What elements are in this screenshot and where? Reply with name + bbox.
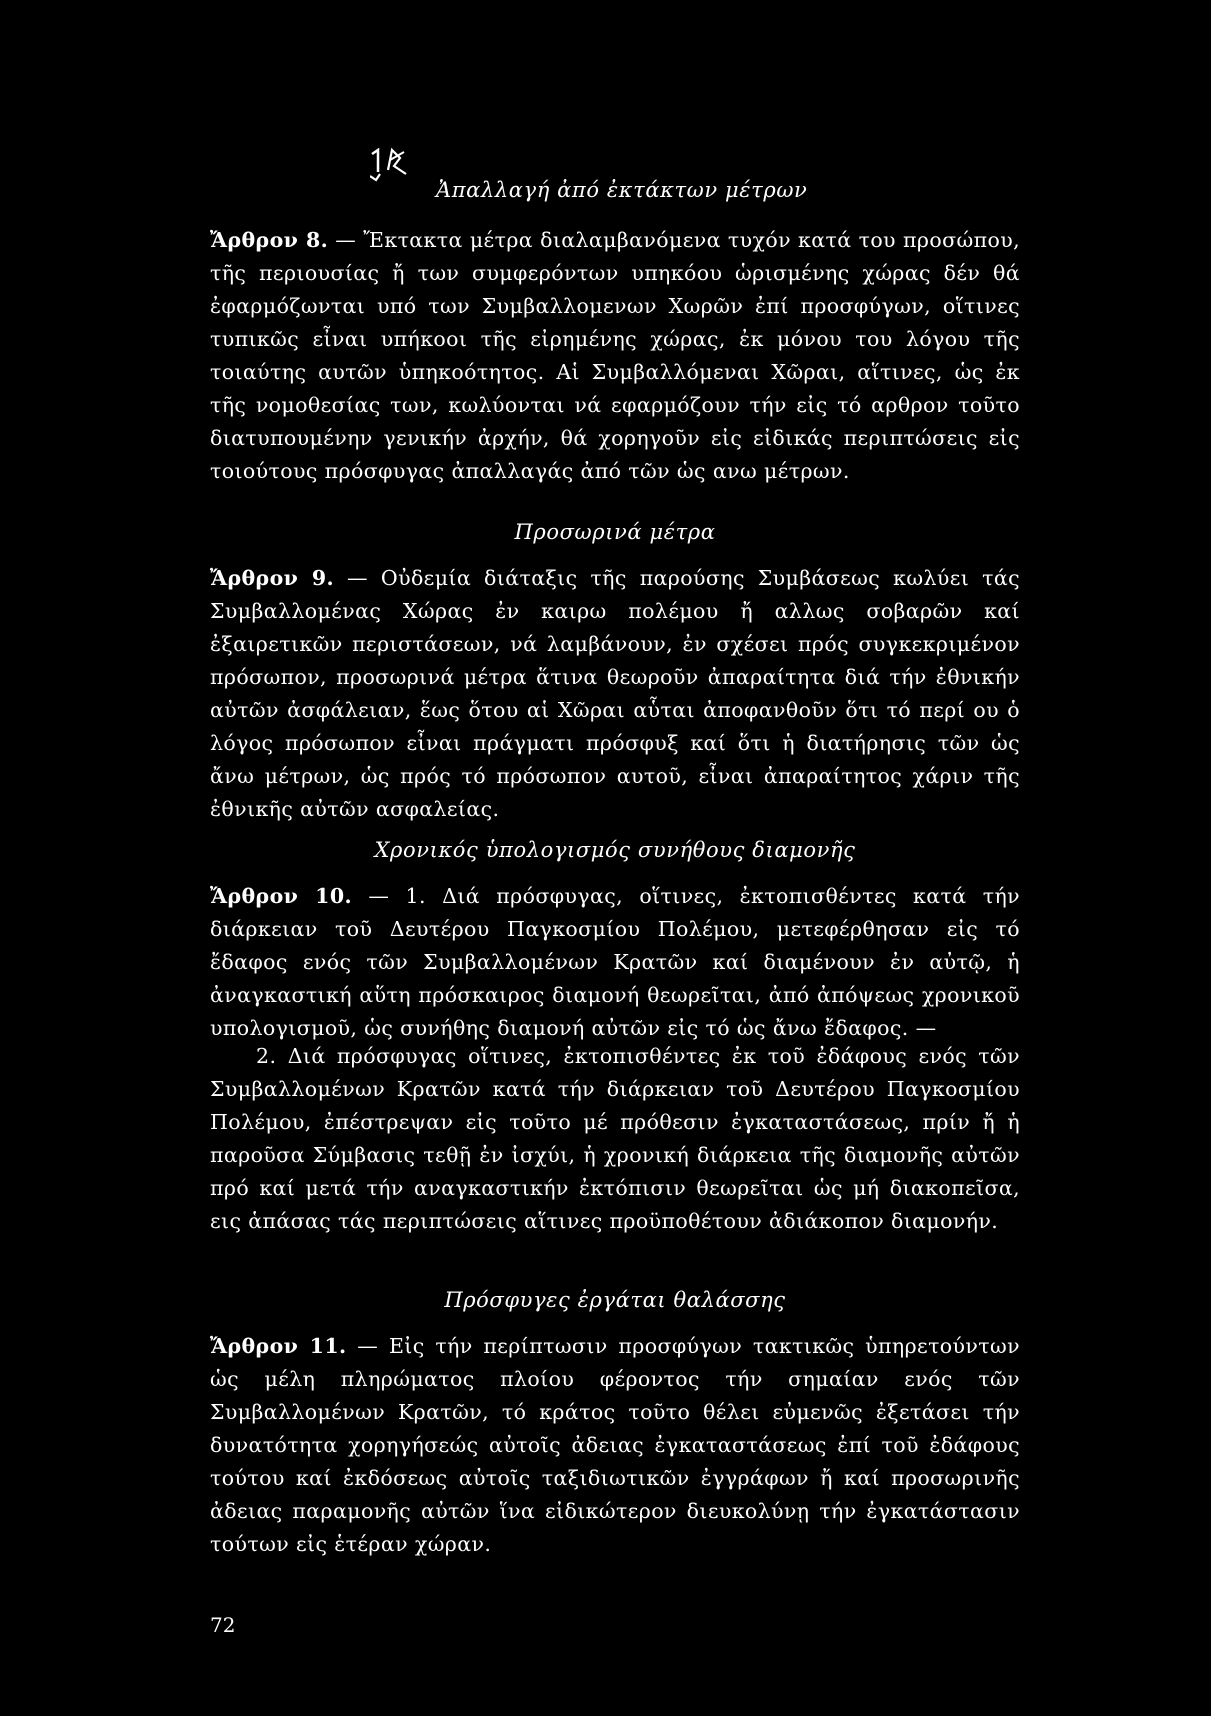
article-8-text: — Ἔκτακτα μέτρα διαλαμβανόμενα τυχόν κατά του προσώπου, τῆς περιουσίας ἤ των συμφερόντων υπηκόου ὡρισμένης χώρας δέν θά ἐφαρμόζωνται υπό των Συμβαλλομενων Χωρῶν ἐπί προσφύγων, οἵτινες τυπικῶς εἶναι υπήκοοι τῆς εἰρημένης χώρας, ἐκ μόνου του λόγου τῆς τοιαύτης αυτῶν ὑπηκοότητος. Αἱ Συμβαλλόμεναι Χῶραι, αἵτινες, ὡς ἐκ τῆς νομοθεσίας των, κωλύονται νά εφαρμόζουν τήν εἰς τό αρθρον τοῦτο διατυπουμένην γενικήν ἀρχήν, θά χορηγοῦν εἰς εἰδικάς περιπτώσεις εἰς τοιούτους πρόσφυγας ἀπαλλαγάς ἀπό τῶν ὡς ανω μέτρων. [210,228,1020,483]
article-8-paragraph [210,224,1020,488]
article-9-paragraph [210,562,1020,826]
article-10-paragraph-1 [210,880,1020,1045]
article-9 [210,562,1020,826]
section-heading-residence-calculation: Χρονικός ὑπολογισμός συνήθους διαμονῆς [374,838,856,862]
section-heading-seafarer-refugees: Πρόσφυγες ἐργάται θαλάσσης [444,1288,786,1312]
article-9-label: Ἄρθρον 9. [210,566,335,590]
article-11 [210,1330,1020,1561]
article-8 [210,224,1020,488]
handwritten-mark [370,140,414,186]
article-10-text: — 1. Διά πρόσφυγας, οἵτινες, ἐκτοπισθέντες κατά τήν διάρκειαν τοῦ Δευτέρου Παγκοσμίου Πολέμου, μετεφέρθησαν εἰς τό ἔδαφος ενός τῶν Συμβαλλομένων Κρατῶν καί διαμένουν ἐν αὐτῷ, ἡ ἀναγκαστική αὕτη πρόσκαιρος διαμονή θεωρεῖται, ἀπό ἀπόψεως χρονικοῦ υπολογισμοῦ, ὡς συνήθης διαμονή αὐτῶν εἰς τό ὡς ἄνω ἔδαφος. — [210,884,1020,1040]
article-8-label: Ἄρθρον 8. [210,228,329,252]
article-10-label: Ἄρθρον 10. [210,884,353,908]
page-number: 72 [210,1613,236,1637]
section-heading-provisional-measures: Προσωρινά μέτρα [514,520,716,544]
article-9-text: — Οὐδεμία διάταξις τῆς παρούσης Συμβάσεως κωλύει τάς Συμβαλλομένας Χώρας ἐν καιρω πολέμου ἤ αλλως σοβαρῶν καί ἐξαιρετικῶν περιστάσεων, νά λαμβάνουν, ἐν σχέσει πρός συγκεκριμένον πρόσωπον, προσωρινά μέτρα ἅτινα θεωροῦν ἀπαραίτητα διά τήν ἐθνικήν αὐτῶν ἀσφάλειαν, ἕως ὅτου αἱ Χῶραι αὗται ἀποφανθοῦν ὅτι τό περί ου ὁ λόγος πρόσωπον εἶναι πράγματι πρόσφυξ καί ὅτι ἡ διατήρησις τῶν ὡς ἄνω μέτρων, ὡς πρός τό πρόσωπον αυτοῦ, εἶναι ἀπαραίτητος χάριν τῆς ἐθνικῆς αὐτῶν ασφαλείας. [210,566,1020,821]
article-11-paragraph [210,1330,1020,1561]
article-11-text: — Εἰς τήν περίπτωσιν προσφύγων τακτικῶς ὑπηρετούντων ὡς μέλη πληρώματος πλοίου φέροντος τήν σημαίαν ενός τῶν Συμβαλλομένων Κρατῶν, τό κράτος τοῦτο θέλει εὐμενῶς ἐξετάσει τήν δυνατότητα χορηγήσεώς αὐτοῖς ἀδειας ἐγκαταστάσεως ἐπί τοῦ ἐδάφους τούτου καί ἐκδόσεως αὐτοῖς ταξιδιωτικῶν ἐγγράφων ἤ καί προσωρινῆς ἀδειας παραμονῆς αὐτῶν ἵνα εἰδικώτερον διευκολύνῃ τήν ἐγκατάστασιν τούτων εἰς ἑτέραν χώραν. [210,1334,1020,1556]
article-10-part-2 [210,1040,1020,1238]
article-10 [210,880,1020,1045]
article-11-label: Ἄρθρον 11. [210,1334,347,1358]
article-10-paragraph-2: 2. Διά πρόσφυγας οἵτινες, ἐκτοπισθέντες ἐκ τοῦ ἐδάφους ενός τῶν Συμβαλλομένων Κρατῶν κατά τήν διάρκειαν τοῦ Δευτέρου Παγκοσμίου Πολέμου, ἐπέστρεψαν εἰς τοῦτο μέ πρόθεσιν ἐγκαταστάσεως, πρίν ἤ ἡ παροῦσα Σύμβασις τεθῇ ἐν ἰσχύι, ἡ χρονική διάρκεια τῆς διαμονῆς αὐτῶν πρό καί μετά τήν αναγκαστικήν ἐκτόπισιν θεωρεῖται ὡς μή διακοπεῖσα, εις ἁπάσας τάς περιπτώσεις αἵτινες προϋποθέτουν ἀδιάκοπον διαμονήν. [210,1044,1020,1233]
section-heading-exemption: Ἀπαλλαγή ἀπό ἐκτάκτων μέτρων [436,178,808,202]
